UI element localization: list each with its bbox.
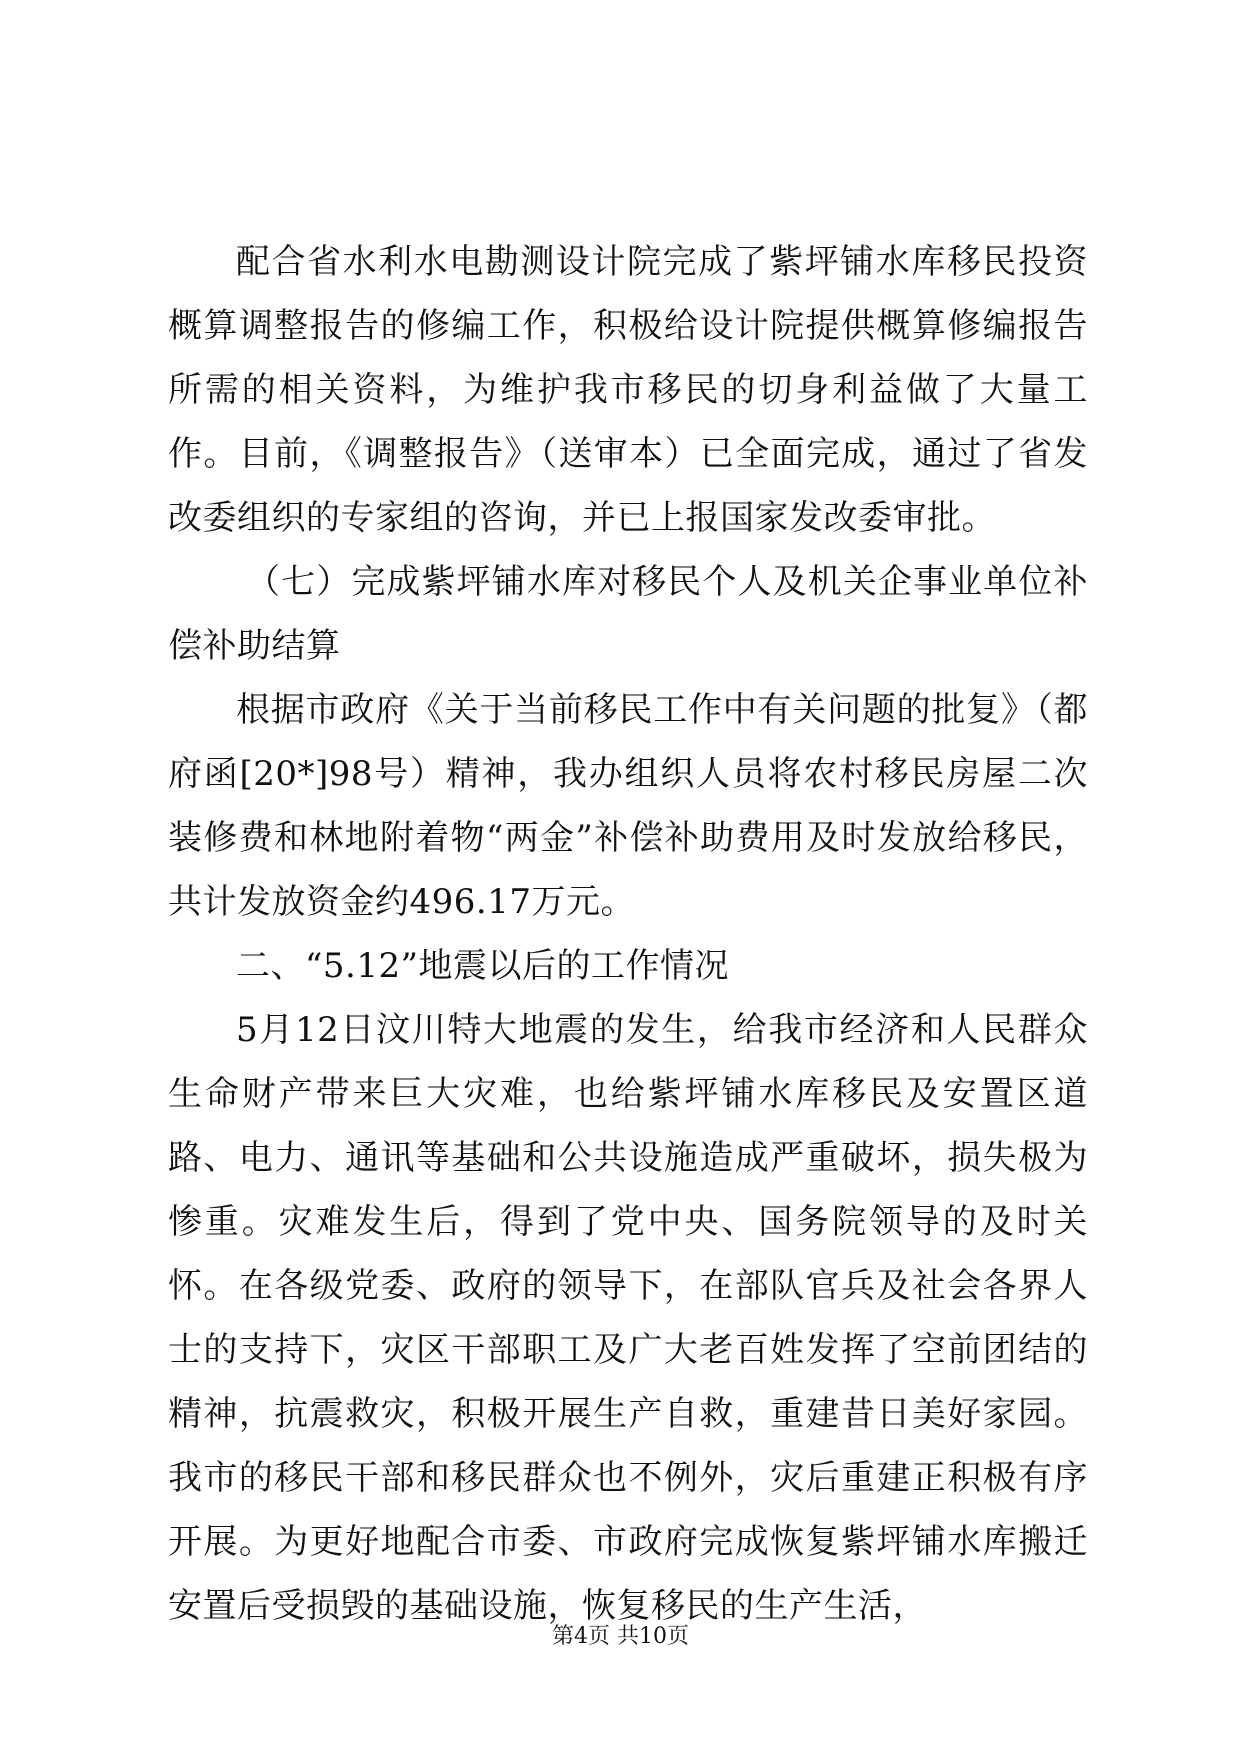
document-body	[168, 230, 1088, 1638]
paragraph-report-revision: 配合省水利水电勘测设计院完成了紫坪铺水库移民投资概算调整报告的修编工作，积极给设计院提供概算修编报告所需的相关资料，为维护我市移民的切身利益做了大量工作。目前，《调整报告》（送审本）已全面完成，通过了省发改委组织的专家组的咨询，并已上报国家发改委审批。	[168, 242, 1088, 538]
paragraph-compensation-payment: 根据市政府《关于当前移民工作中有关问题的批复》（都府函[20*]98号）精神，我办组织人员将农村移民房屋二次装修费和林地附着物“两金”补偿补助费用及时发放给移民，共计发放资金约496.17万元。	[168, 690, 1088, 922]
page-footer	[0, 1622, 1241, 1652]
page-number-indicator: 第4页 共10页	[552, 1624, 689, 1649]
paragraph-earthquake-impact: 5月12日汶川特大地震的发生，给我市经济和人民群众生命财产带来巨大灾难，也给紫坪铺水库移民及安置区道路、电力、通讯等基础和公共设施造成严重破坏，损失极为惨重。灾难发生后，得到了党中央、国务院领导的及时关怀。在各级党委、政府的领导下，在部队官兵及社会各界人士的支持下，灾区干部职工及广大老百姓发挥了空前团结的精神，抗震救灾，积极开展生产自救，重建昔日美好家园。我市的移民干部和移民群众也不例外，灾后重建正积极有序开展。为更好地配合市委、市政府完成恢复紫坪铺水库搬迁安置后受损毁的基础设施，恢复移民的生产生活，	[168, 1010, 1088, 1626]
section-heading-compensation-settlement: （七）完成紫坪铺水库对移民个人及机关企事业单位补偿补助结算	[168, 562, 1088, 666]
section-heading-post-earthquake-work: 二、“5.12”地震以后的工作情况	[236, 946, 729, 986]
